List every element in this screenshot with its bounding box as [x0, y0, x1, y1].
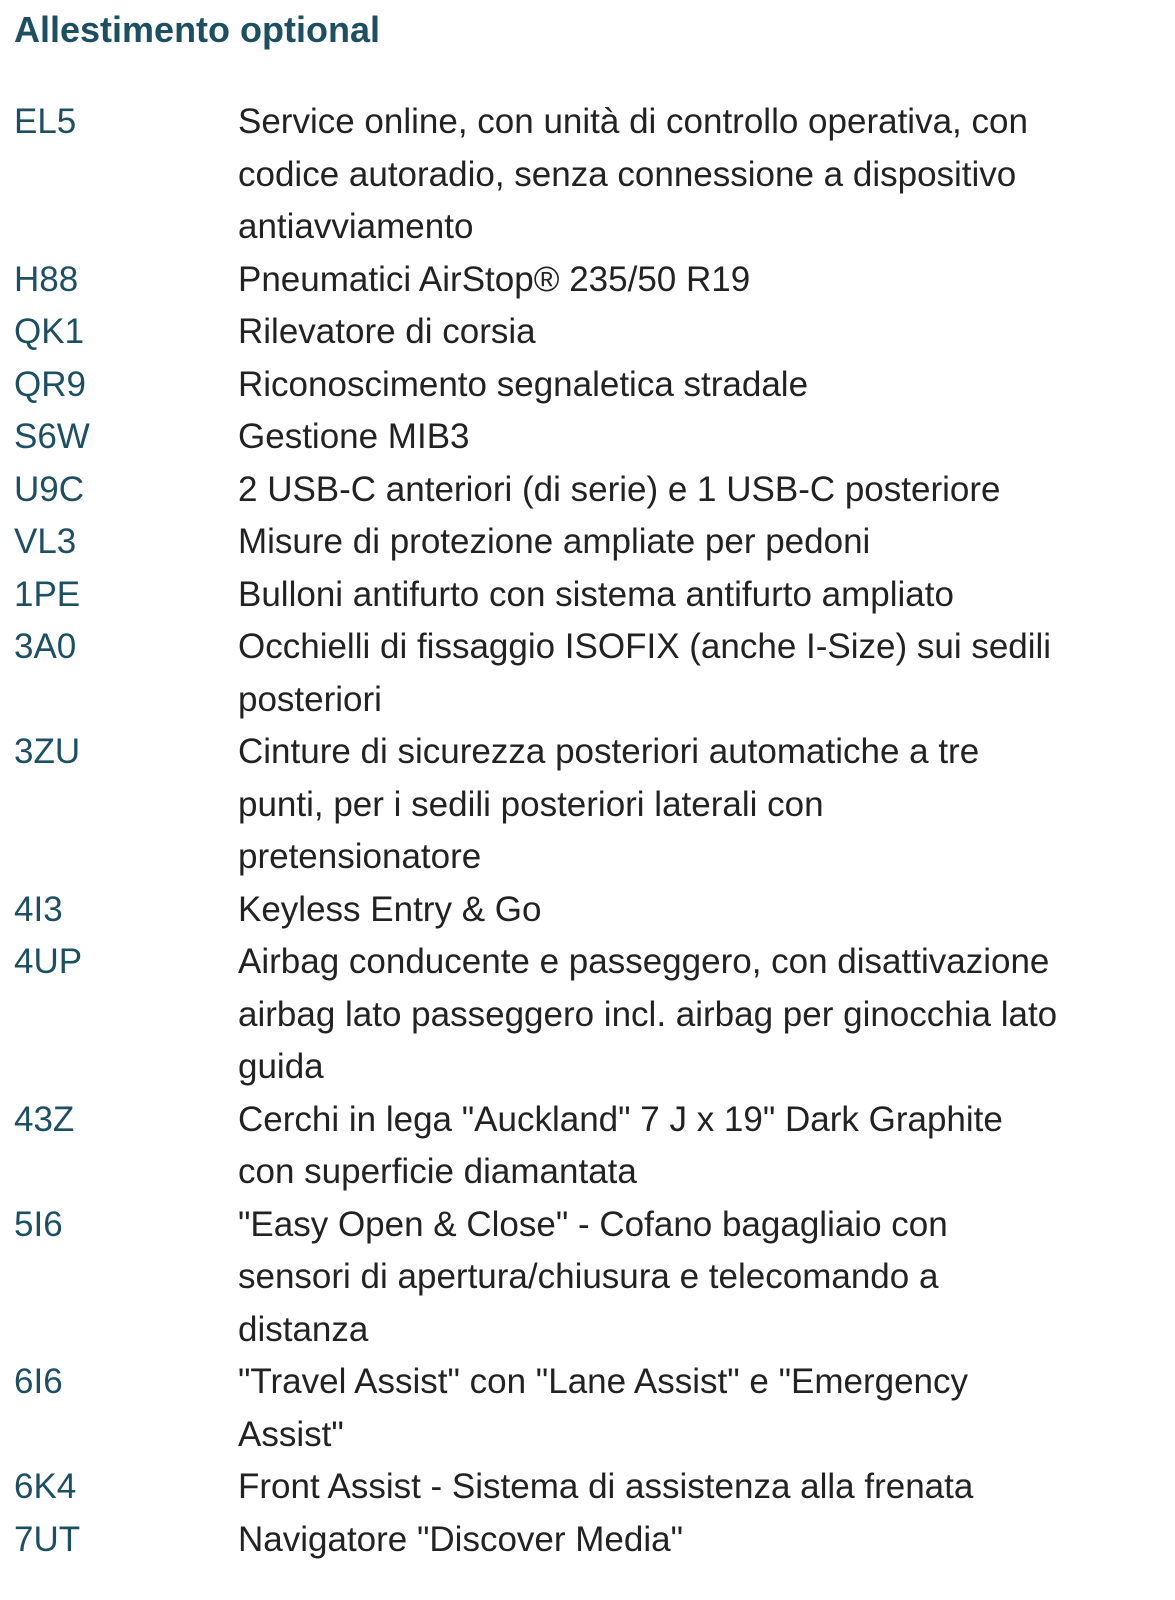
option-row [14, 464, 1164, 517]
option-row [14, 411, 1164, 464]
options-list [14, 96, 1164, 1566]
option-code: 4UP [14, 942, 83, 981]
option-description [238, 1094, 1164, 1199]
option-row [14, 621, 1164, 726]
option-description [238, 936, 1164, 1094]
option-description-line: Pneumatici AirStop® 235/50 R19 [238, 259, 751, 299]
option-description [238, 306, 1164, 359]
option-description [238, 464, 1164, 517]
option-description-line: Riconoscimento segnaletica stradale [238, 364, 809, 404]
option-description-line: pretensionatore [238, 837, 482, 876]
option-code: 6K4 [14, 1467, 77, 1506]
option-row [14, 1094, 1164, 1199]
option-description-line: Cinture di sicurezza posteriori automatiche a tre [238, 732, 980, 771]
option-code: 3A0 [14, 627, 77, 666]
option-description [238, 254, 1164, 307]
option-description-line: Gestione MIB3 [238, 417, 470, 456]
option-code: QK1 [14, 312, 85, 351]
option-code: 43Z [14, 1099, 75, 1139]
option-description-line: distanza [238, 1309, 369, 1349]
option-description-line: Bulloni antifurto con sistema antifurto ampliato [238, 574, 954, 614]
option-description [238, 96, 1164, 254]
option-row [14, 1461, 1164, 1514]
option-description-line: codice autoradio, senza connessione a dispositivo [238, 154, 1017, 194]
option-description-line: sensori di apertura/chiusura e telecomando a [238, 1257, 939, 1296]
option-description [238, 569, 1164, 622]
option-description-line: 2 USB-C anteriori (di serie) e 1 USB-C posteriore [238, 469, 1001, 509]
option-description-line: Navigatore "Discover Media" [238, 1519, 684, 1559]
option-description [238, 1514, 1164, 1567]
option-row [14, 884, 1164, 937]
option-description-line: posteriori [238, 679, 382, 719]
option-description-line: Keyless Entry & Go [238, 889, 542, 929]
option-row [14, 254, 1164, 307]
option-code: 3ZU [14, 732, 81, 771]
option-description [238, 726, 1164, 884]
option-description [238, 1461, 1164, 1514]
option-description [238, 516, 1164, 569]
option-code: 5I6 [14, 1204, 63, 1244]
option-code: U9C [14, 469, 85, 509]
option-description-line: guida [238, 1047, 324, 1086]
option-row [14, 516, 1164, 569]
page-title: Allestimento optional [14, 9, 381, 50]
option-description-line: Misure di protezione ampliate per pedoni [238, 522, 871, 561]
option-code: 4I3 [14, 889, 63, 929]
option-row [14, 1199, 1164, 1357]
option-description-line: Airbag conducente e passeggero, con disattivazione [238, 942, 1050, 981]
option-row [14, 569, 1164, 622]
option-row [14, 1356, 1164, 1461]
option-row [14, 306, 1164, 359]
option-row [14, 1514, 1164, 1567]
option-description-line: "Easy Open & Close" - Cofano bagagliaio con [238, 1204, 948, 1244]
option-description-line: antiavviamento [238, 207, 474, 246]
option-description-line: Service online, con unità di controllo operativa, con [238, 102, 1028, 141]
option-description [238, 884, 1164, 937]
option-description-line: con superficie diamantata [238, 1152, 637, 1191]
option-description-line: Occhielli di fissaggio ISOFIX (anche I-Size) sui sedili [238, 627, 1052, 666]
option-description [238, 411, 1164, 464]
option-description-line: punti, per i sedili posteriori laterali con [238, 784, 824, 824]
option-description [238, 621, 1164, 726]
option-description-line: Rilevatore di corsia [238, 312, 536, 351]
option-row [14, 96, 1164, 254]
option-code: 6I6 [14, 1362, 63, 1401]
option-description [238, 359, 1164, 412]
option-code: EL5 [14, 102, 77, 141]
option-description [238, 1199, 1164, 1357]
option-description-line: Assist" [238, 1414, 344, 1454]
option-row [14, 726, 1164, 884]
option-code: 7UT [14, 1519, 81, 1559]
option-code: H88 [14, 259, 79, 299]
option-description-line: Cerchi in lega "Auckland" 7 J x 19" Dark Graphite [238, 1099, 1003, 1139]
option-description-line: "Travel Assist" con "Lane Assist" e "Emergency [238, 1362, 969, 1401]
option-code: VL3 [14, 522, 77, 561]
option-row [14, 936, 1164, 1094]
option-description-line: Front Assist - Sistema di assistenza alla frenata [238, 1467, 974, 1506]
option-description-line: airbag lato passeggero incl. airbag per ginocchia lato [238, 994, 1058, 1034]
option-code: QR9 [14, 364, 86, 404]
option-code: 1PE [14, 574, 81, 614]
option-row [14, 359, 1164, 412]
option-description [238, 1356, 1164, 1461]
option-code: S6W [14, 417, 90, 456]
